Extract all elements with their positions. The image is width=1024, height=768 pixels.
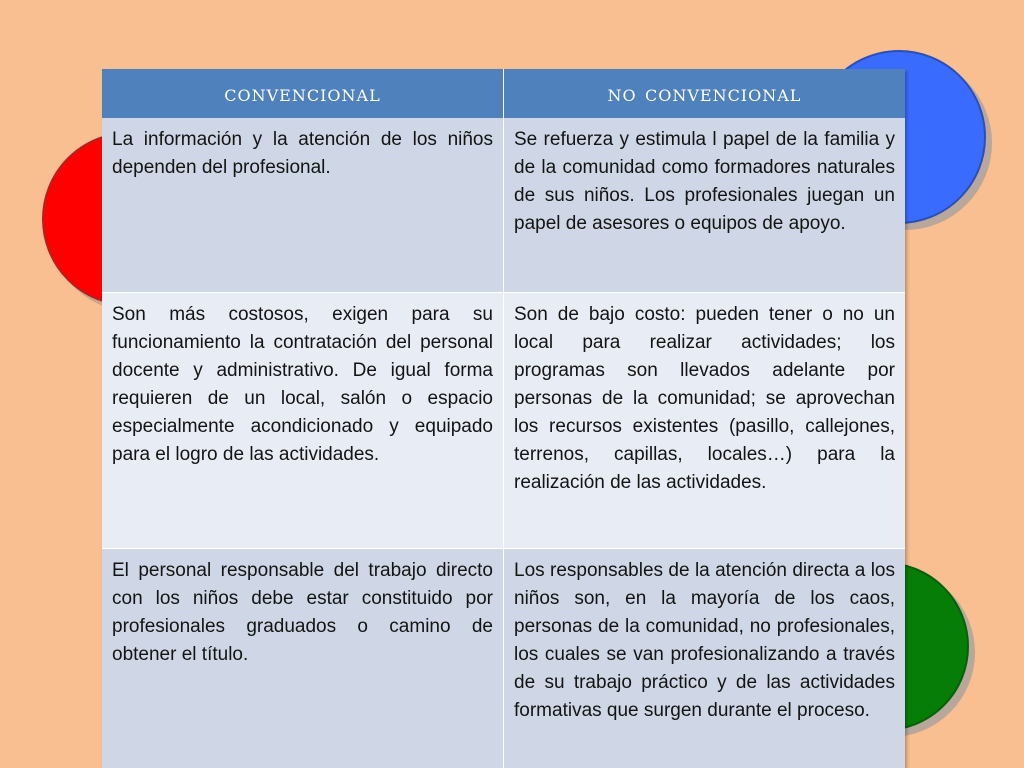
row3-no-convencional: Los responsables de la atención directa a los niños son, en la mayoría de los caos, personas de la comunidad, no profesionales, los cuales se van profesionalizando a través de su trabajo práctico y de las actividades formativas que surgen durante el proceso. <box>503 548 905 768</box>
row2-no-convencional: Son de bajo costo: pueden tener o no un local para realizar actividades; los programas son llevados adelante por personas de la comunidad; se aprovechan los recursos existentes (pasillo, callejones, terrenos, capillas, locales…) para la realización de las actividades. <box>503 292 905 548</box>
header-no-convencional: no convencional <box>503 69 905 118</box>
row1-convencional: La información y la atención de los niños dependen del profesional. <box>102 118 503 292</box>
header-convencional: convencional <box>102 69 503 118</box>
row2-convencional: Son más costosos, exigen para su funcionamiento la contratación del personal docente y administrativo. De igual forma requieren de un local, salón o espacio especialmente acondicionado y equipado para el logro de las actividades. <box>102 292 503 548</box>
row1-no-convencional: Se refuerza y estimula l papel de la familia y de la comunidad como formadores naturales de sus niños. Los profesionales juegan un papel de asesores o equipos de apoyo. <box>503 118 905 292</box>
comparison-table <box>102 69 905 768</box>
row3-convencional: El personal responsable del trabajo directo con los niños debe estar constituido por profesionales graduados o camino de obtener el título. <box>102 548 503 768</box>
